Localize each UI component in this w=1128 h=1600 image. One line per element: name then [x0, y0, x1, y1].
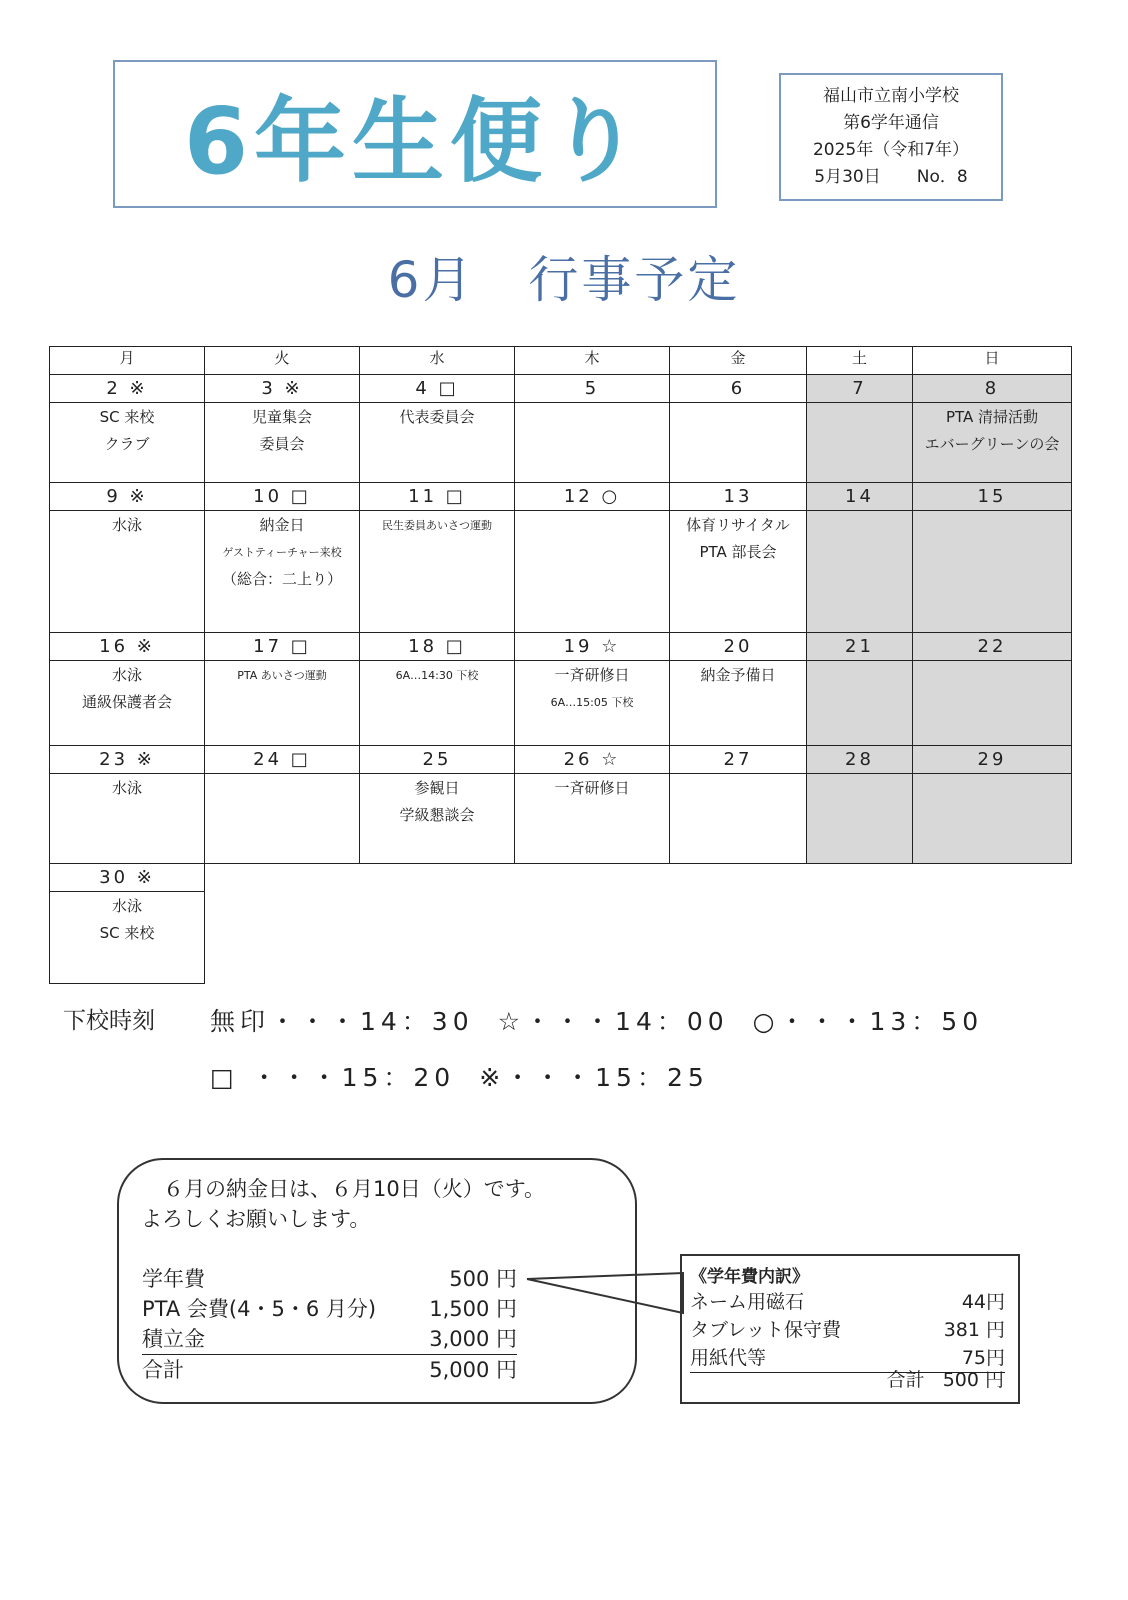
- calendar-event: 児童集会: [251, 408, 312, 426]
- calendar-day-number: 26 ☆: [515, 746, 670, 774]
- calendar-day-number: 21: [807, 633, 913, 661]
- issue-date: 5月30日: [814, 167, 881, 187]
- calendar-event: （総合：二上り）: [221, 570, 342, 588]
- calendar-event: ゲストティーチャー来校: [222, 546, 342, 559]
- calendar-event: SC 来校: [99, 408, 155, 426]
- calendar-day-number: 12 ○: [515, 483, 670, 511]
- fee-note-line: ６月の納金日は、６月10日（火）です。: [163, 1177, 546, 1201]
- fee-table: [142, 1264, 517, 1385]
- fee-amount: 500 円: [449, 1267, 517, 1291]
- calendar-event: 民生委員あいさつ運動: [382, 519, 492, 532]
- calendar-day-number: 23 ※: [50, 746, 205, 774]
- calendar-event: 体育リサイタル: [686, 516, 790, 534]
- breakdown-items: [690, 1288, 1005, 1373]
- newsletter-title: 6年生便り: [183, 88, 646, 195]
- fee-row: [142, 1324, 517, 1355]
- breakdown-row: [690, 1316, 1005, 1344]
- dismissal-time: 無印・・・14：30: [210, 1007, 474, 1036]
- calendar-day-number: 28: [807, 746, 913, 774]
- issue-number: No．8: [916, 167, 968, 187]
- calendar-event: 水泳: [111, 779, 142, 797]
- issue-year: 2025年（令和7年）: [812, 140, 970, 160]
- calendar-event: PTA 清掃活動: [945, 408, 1039, 426]
- weekday-header: 土: [807, 347, 913, 375]
- breakdown-row: [690, 1288, 1005, 1316]
- fee-label: 学年費: [142, 1267, 205, 1291]
- dismissal-time: □ ・・・15：20: [210, 1063, 456, 1092]
- calendar-day-number: 11 □: [360, 483, 515, 511]
- calendar-day-number: 22: [913, 633, 1072, 661]
- calendar-day-number: 2 ※: [50, 375, 205, 403]
- calendar-event: PTA あいさつ運動: [237, 669, 327, 682]
- fee-total-row: [142, 1355, 517, 1385]
- breakdown-label: 用紙代等: [690, 1347, 767, 1369]
- calendar-event: 代表委員会: [399, 408, 475, 426]
- weekday-header: 金: [670, 347, 807, 375]
- breakdown-amount: 44円: [961, 1291, 1005, 1313]
- fee-amount: 1,500 円: [429, 1297, 517, 1321]
- weekday-header: 月: [50, 347, 205, 375]
- calendar-day-number: 14: [807, 483, 913, 511]
- weekday-header: 火: [205, 347, 360, 375]
- calendar-day-number: 6: [670, 375, 807, 403]
- dismissal-time: ※・・・15：25: [479, 1063, 709, 1092]
- breakdown-amount: 381 円: [943, 1319, 1005, 1341]
- fee-label: 積立金: [142, 1327, 205, 1351]
- calendar-event: 参観日: [414, 779, 460, 797]
- breakdown-total: [887, 1365, 1004, 1392]
- breakdown-total-label: 合計: [886, 1369, 925, 1391]
- calendar-event: 水泳: [111, 666, 142, 684]
- calendar-day-number: 3 ※: [205, 375, 360, 403]
- calendar-event: 通級保護者会: [81, 693, 172, 711]
- calendar-event: 納金日: [259, 516, 305, 534]
- weekday-header: 水: [360, 347, 515, 375]
- fee-label: PTA 会費(4・5・6 月分): [142, 1297, 377, 1321]
- calendar-event: 一斉研修日: [554, 779, 630, 797]
- breakdown-total-amount: 500 円: [942, 1369, 1004, 1391]
- breakdown-label: ネーム用磁石: [690, 1291, 805, 1313]
- calendar-day-number: 16 ※: [50, 633, 205, 661]
- calendar-day-number: 13: [670, 483, 807, 511]
- fee-amount: 3,000 円: [429, 1327, 517, 1351]
- fee-amount: 5,000 円: [429, 1358, 517, 1382]
- dismissal-time: ☆・・・14：00: [497, 1007, 729, 1036]
- breakdown-amount: 75円: [961, 1347, 1005, 1369]
- calendar-day-number: 30 ※: [50, 864, 205, 892]
- fee-row: [142, 1294, 517, 1324]
- fee-note: [141, 1174, 546, 1234]
- dismissal-label: 下校時刻: [63, 1008, 155, 1034]
- calendar-event: 水泳: [111, 897, 142, 915]
- calendar-event: 一斉研修日: [554, 666, 630, 684]
- calendar-day-number: 25: [360, 746, 515, 774]
- calendar-event: 水泳: [111, 516, 142, 534]
- calendar-event: 委員会: [259, 435, 305, 453]
- calendar-day-number: 4 □: [360, 375, 515, 403]
- grade-fee-breakdown: [680, 1254, 1020, 1404]
- calendar-day-number: 27: [670, 746, 807, 774]
- fee-label: 合計: [142, 1358, 184, 1382]
- weekday-header: 木: [515, 347, 670, 375]
- calendar-event: SC 来校: [99, 924, 155, 942]
- calendar-day-number: 5: [515, 375, 670, 403]
- calendar-event: 学級懇談会: [399, 806, 475, 824]
- calendar-day-number: 24 □: [205, 746, 360, 774]
- calendar-day-number: 7: [807, 375, 913, 403]
- calendar-day-number: 9 ※: [50, 483, 205, 511]
- calendar-day-number: 15: [913, 483, 1072, 511]
- calendar-event: 6A…15:05 下校: [550, 696, 634, 709]
- calendar-event: PTA 部長会: [699, 543, 777, 561]
- newsletter-name: 第6学年通信: [843, 113, 939, 133]
- fee-callout: [117, 1158, 637, 1404]
- calendar-event: 6A…14:30 下校: [395, 669, 479, 682]
- dismissal-time: ○・・・13：50: [752, 1007, 984, 1036]
- month-title: 6月 行事予定: [387, 251, 741, 309]
- fee-note-line: よろしくお願いします。: [141, 1207, 371, 1231]
- calendar-event: 納金予備日: [700, 666, 776, 684]
- breakdown-label: タブレット保守費: [690, 1319, 842, 1341]
- calendar-day-number: 10 □: [205, 483, 360, 511]
- school-name: 福山市立南小学校: [823, 86, 959, 106]
- calendar-day-number: 29: [913, 746, 1072, 774]
- fee-row: [142, 1264, 517, 1294]
- calendar-day-number: 8: [913, 375, 1072, 403]
- calendar-event: エバーグリーンの会: [924, 435, 1060, 453]
- calendar-event: クラブ: [104, 435, 150, 453]
- calendar-day-number: 18 □: [360, 633, 515, 661]
- calendar-day-number: 19 ☆: [515, 633, 670, 661]
- weekday-header: 日: [913, 347, 1072, 375]
- calendar-day-number: 17 □: [205, 633, 360, 661]
- calendar-day-number: 20: [670, 633, 807, 661]
- breakdown-heading: 《学年費内訳》: [690, 1267, 809, 1287]
